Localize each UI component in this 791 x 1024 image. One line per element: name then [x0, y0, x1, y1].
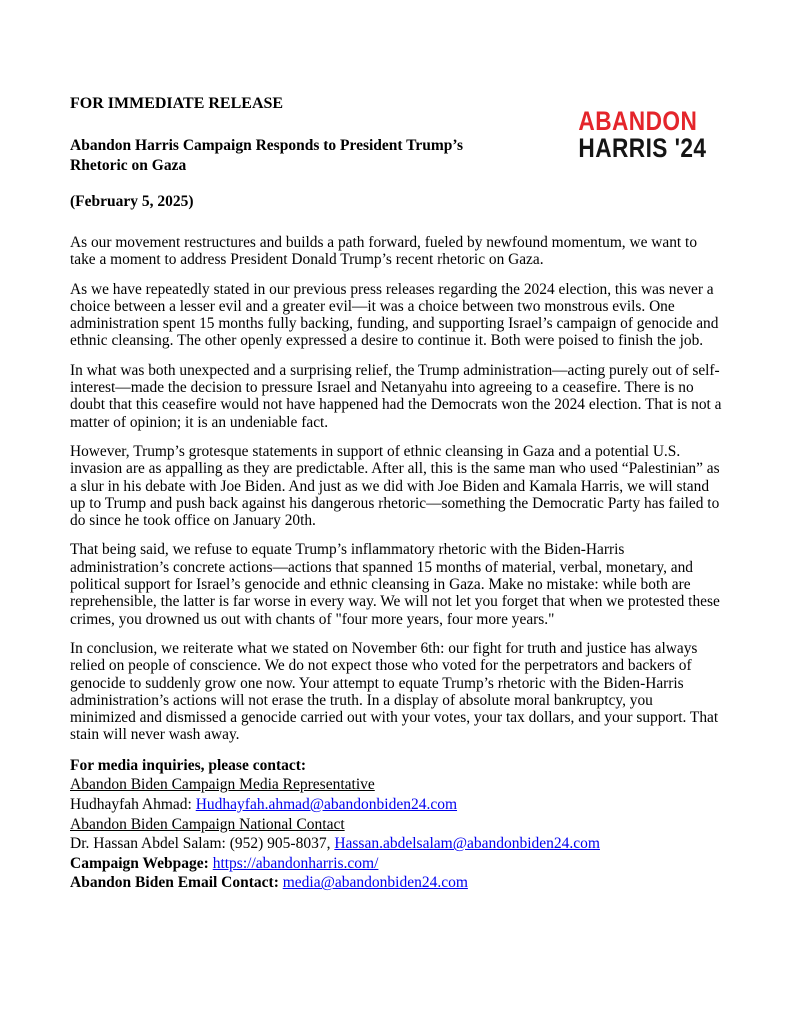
- campaign-webpage-line: [70, 854, 722, 874]
- header: [70, 95, 722, 211]
- logo-abandon-text: ABANDON: [577, 106, 697, 136]
- body-paragraph: However, Trump’s grotesque statements in support of ethnic cleansing in Gaza and a potential U.S. invasion are as appalling as they are predictable. After all, this is the same man who used “Palestinian” as a slur in his debate with Joe Biden. And just as we did with Joe Biden and Kamala Harris, we will stand up to Trump and push back against his dangerous rhetoric—something the Democratic Party has failed to do since he took office on January 20th.: [70, 442, 720, 530]
- logo-harris-24-text: HARRIS '24: [577, 133, 706, 163]
- body-paragraph: In conclusion, we reiterate what we stated on November 6th: our fight for truth and justice has always relied on people of conscience. We do not expect those who voted for the perpetrators and backers of genocide to suddenly grow one now. Your attempt to equate Trump’s rhetoric with the Biden-Harris administration’s actions will not erase the truth. In a display of absolute moral bankruptcy, you minimized and dismissed a genocide carried out with your votes, your tax dollars, and your support. That stain will never wash away.: [70, 639, 719, 744]
- media-rep-email-link[interactable]: Hudhayfah.ahmad@abandonbiden24.com: [195, 795, 458, 813]
- body-paragraph: As we have repeatedly stated in our previous press releases regarding the 2024 election, this was never a choice between a lesser evil and a greater evil—it was a choice between two monstrous evils. One administration spent 15 months fully backing, funding, and supporting Israel’s campaign of genocide and ethnic cleansing. The other openly expressed a desire to continue it. Both were poised to finish the job.: [70, 280, 719, 350]
- page-title: [70, 136, 570, 176]
- national-contact-email-link[interactable]: Hassan.abdelsalam@abandonbiden24.com: [334, 835, 600, 853]
- campaign-webpage-label: Campaign Webpage:: [70, 854, 213, 872]
- email-contact-line: [70, 873, 722, 893]
- page-title-line-1: Abandon Harris Campaign Responds to President Trump’s: [70, 137, 464, 154]
- contact-section: [70, 756, 722, 893]
- body-paragraph: That being said, we refuse to equate Trump’s inflammatory rhetoric with the Biden-Harris administration’s concrete actions—actions that spanned 15 months of material, verbal, monetary, and political support for Israel’s genocide and ethnic cleansing in Gaza. Make no mistake: while both are reprehensible, the latter is far worse in every way. We will not let you forget that when we protested these crimes, you drowned us out with chants of "four more years, four more years.": [70, 541, 720, 628]
- email-contact-link[interactable]: media@abandonbiden24.com: [282, 874, 468, 892]
- national-contact-name: Dr. Hassan Abdel Salam: (952) 905-8037,: [70, 835, 335, 853]
- email-contact-label: Abandon Biden Email Contact:: [70, 874, 283, 892]
- contact-heading: For media inquiries, please contact:: [70, 756, 307, 774]
- release-date: (February 5, 2025): [70, 193, 194, 210]
- media-rep-name: Hudhayfah Ahmad:: [70, 795, 196, 813]
- national-contact-title: Abandon Biden Campaign National Contact: [70, 815, 345, 833]
- body-paragraph: In what was both unexpected and a surprising relief, the Trump administration—acting purely out of self-interest—made the decision to pressure Israel and Netanyahu into agreeing to a ceasefire. There is no doubt that this ceasefire would not have happened had the Democrats won the 2024 election. That is not a matter of opinion; it is an undeniable fact.: [70, 361, 722, 431]
- abandon-harris-logo: [578, 108, 706, 162]
- page-title-line-2: Rhetoric on Gaza: [70, 157, 187, 174]
- body-paragraph: As our movement restructures and builds a path forward, fueled by newfound momentum, we want to take a moment to address President Donald Trump’s recent rhetoric on Gaza.: [70, 234, 698, 269]
- campaign-webpage-link[interactable]: https://abandonharris.com/: [212, 854, 379, 872]
- press-release-body: [70, 234, 722, 744]
- national-contact-line: [70, 834, 722, 854]
- national-contact-title-line: [70, 815, 722, 835]
- release-label: FOR IMMEDIATE RELEASE: [70, 95, 284, 112]
- media-rep-title: Abandon Biden Campaign Media Representative: [70, 776, 375, 794]
- media-rep-contact-line: [70, 795, 722, 815]
- media-rep-title-line: [70, 775, 722, 795]
